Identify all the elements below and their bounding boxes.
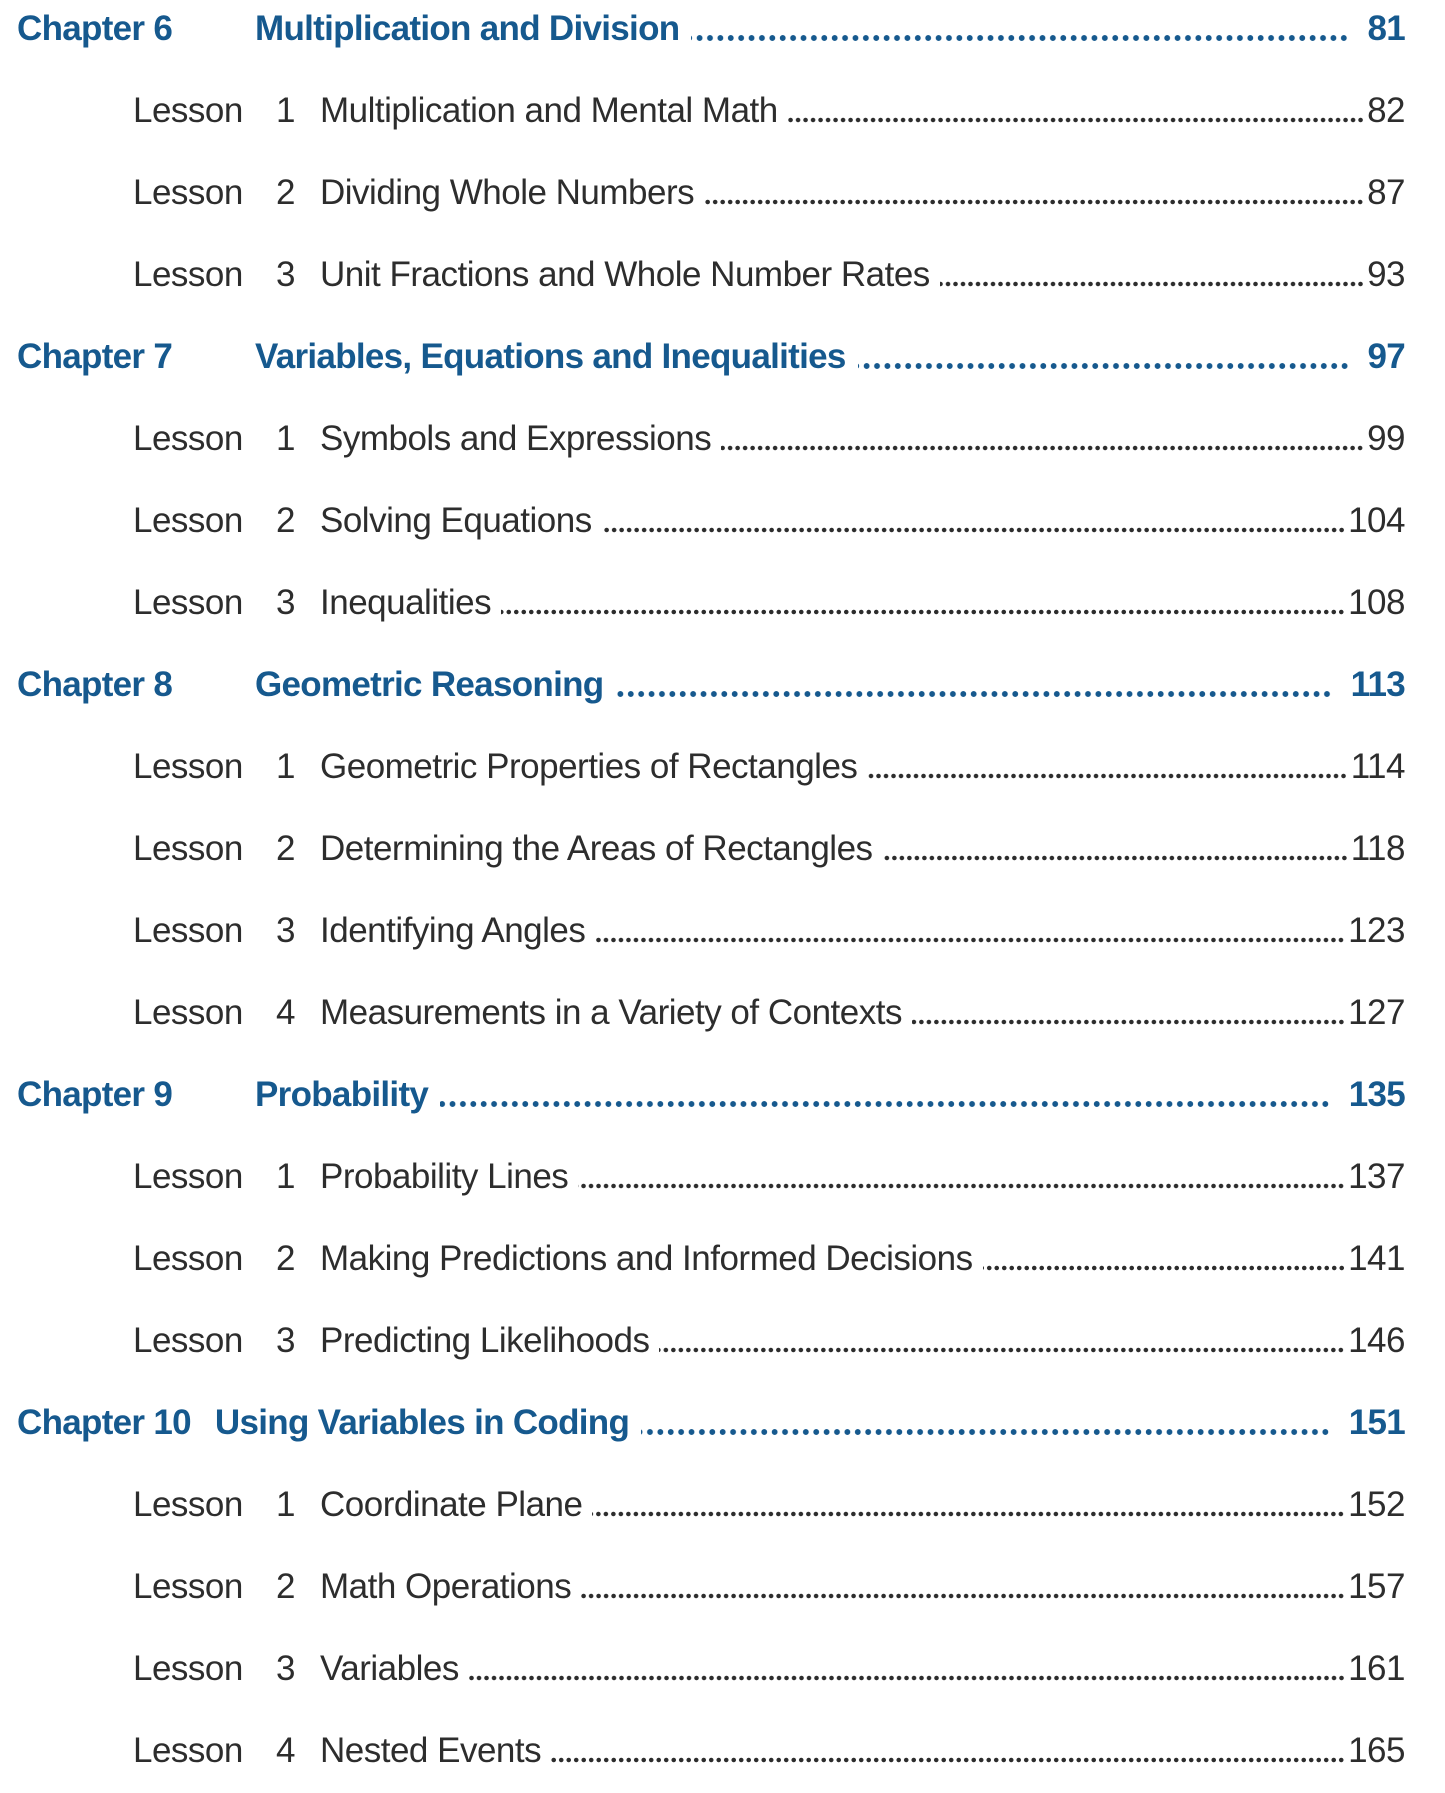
lesson-page-number: 157 [1348, 1567, 1405, 1606]
lesson-page-number: 104 [1348, 501, 1405, 540]
dot-leader [469, 1674, 1345, 1682]
lesson-number: 2 [276, 501, 295, 540]
chapter-label: Chapter 10 [17, 1403, 191, 1442]
lesson-label: Lesson [133, 747, 243, 786]
lesson-title: Predicting Likelihoods [320, 1321, 650, 1360]
lesson-row [0, 1628, 1445, 1710]
lesson-number: 1 [276, 91, 295, 130]
lesson-number: 3 [276, 255, 295, 294]
lesson-title: Inequalities [320, 583, 492, 622]
dot-leader [721, 444, 1364, 452]
dot-leader [602, 526, 1345, 534]
lesson-label: Lesson [133, 1157, 243, 1196]
lesson-row [0, 1710, 1445, 1792]
chapter-row [0, 644, 1445, 726]
lesson-number: 1 [276, 1157, 295, 1196]
lesson-title: Coordinate Plane [320, 1485, 583, 1524]
chapter-page-number: 113 [1350, 665, 1405, 704]
lesson-row [0, 1218, 1445, 1300]
dot-leader [578, 1182, 1345, 1190]
dot-leader [641, 1428, 1331, 1436]
chapter-title: Geometric Reasoning [255, 665, 604, 704]
dot-leader [440, 1100, 1331, 1108]
chapter-label: Chapter 9 [17, 1075, 173, 1114]
lesson-label: Lesson [133, 1567, 243, 1606]
dot-leader [983, 1264, 1345, 1272]
lesson-number: 3 [276, 911, 295, 950]
dot-leader [581, 1592, 1345, 1600]
lesson-page-number: 161 [1348, 1649, 1405, 1688]
lesson-label: Lesson [133, 911, 243, 950]
chapter-title: Variables, Equations and Inequalities [255, 337, 846, 376]
dot-leader [691, 34, 1349, 42]
lesson-row [0, 234, 1445, 316]
lesson-page-number: 114 [1350, 747, 1405, 786]
lesson-row [0, 480, 1445, 562]
lesson-label: Lesson [133, 501, 243, 540]
lesson-title: Dividing Whole Numbers [320, 173, 695, 212]
lesson-page-number: 165 [1348, 1731, 1405, 1770]
lesson-page-number: 118 [1350, 829, 1405, 868]
lesson-title: Making Predictions and Informed Decisions [320, 1239, 973, 1278]
lesson-number: 3 [276, 1649, 295, 1688]
lesson-row [0, 70, 1445, 152]
lesson-title: Multiplication and Mental Math [320, 91, 778, 130]
lesson-number: 4 [276, 993, 295, 1032]
chapter-page-number: 135 [1348, 1075, 1405, 1114]
chapter-title: Multiplication and Division [255, 9, 680, 48]
chapter-label: Chapter 6 [17, 9, 173, 48]
dot-leader [659, 1346, 1345, 1354]
dot-leader [883, 854, 1348, 862]
dot-leader [867, 772, 1347, 780]
lesson-row [0, 398, 1445, 480]
lesson-page-number: 99 [1367, 419, 1405, 458]
lesson-number: 1 [276, 1485, 295, 1524]
lesson-title: Unit Fractions and Whole Number Rates [320, 255, 930, 294]
lesson-row [0, 1546, 1445, 1628]
lesson-page-number: 137 [1348, 1157, 1405, 1196]
lesson-number: 3 [276, 583, 295, 622]
dot-leader [615, 690, 1332, 698]
lesson-page-number: 82 [1367, 91, 1405, 130]
lesson-label: Lesson [133, 1321, 243, 1360]
lesson-number: 4 [276, 1731, 295, 1770]
chapter-title: Probability [255, 1075, 429, 1114]
lesson-label: Lesson [133, 1239, 243, 1278]
lesson-page-number: 108 [1348, 583, 1405, 622]
lesson-label: Lesson [133, 91, 243, 130]
lesson-row [0, 972, 1445, 1054]
dot-leader [501, 608, 1345, 616]
dot-leader [595, 936, 1345, 944]
dot-leader [940, 280, 1364, 288]
lesson-number: 1 [276, 419, 295, 458]
lesson-label: Lesson [133, 583, 243, 622]
dot-leader [704, 198, 1364, 206]
lesson-label: Lesson [133, 829, 243, 868]
lesson-title: Variables [320, 1649, 459, 1688]
chapter-title: Using Variables in Coding [214, 1403, 630, 1442]
lesson-title: Identifying Angles [320, 911, 586, 950]
dot-leader [592, 1510, 1345, 1518]
lesson-title: Determining the Areas of Rectangles [320, 829, 873, 868]
lesson-number: 2 [276, 1239, 295, 1278]
lesson-row [0, 152, 1445, 234]
lesson-page-number: 87 [1367, 173, 1405, 212]
lesson-row [0, 1136, 1445, 1218]
chapter-label: Chapter 8 [17, 665, 173, 704]
lesson-title: Symbols and Expressions [320, 419, 712, 458]
lesson-page-number: 146 [1348, 1321, 1405, 1360]
lesson-row [0, 562, 1445, 644]
lesson-row [0, 1464, 1445, 1546]
lesson-label: Lesson [133, 1731, 243, 1770]
chapter-row [0, 1054, 1445, 1136]
dot-leader [858, 362, 1350, 370]
chapter-page-number: 151 [1348, 1403, 1405, 1442]
dot-leader [788, 116, 1364, 124]
lesson-title: Nested Events [320, 1731, 542, 1770]
lesson-title: Math Operations [320, 1567, 572, 1606]
lesson-page-number: 141 [1348, 1239, 1405, 1278]
lesson-page-number: 152 [1348, 1485, 1405, 1524]
lesson-label: Lesson [133, 1649, 243, 1688]
lesson-row [0, 808, 1445, 890]
chapter-row [0, 0, 1445, 70]
lesson-title: Measurements in a Variety of Contexts [320, 993, 902, 1032]
dot-leader [551, 1756, 1345, 1764]
lesson-page-number: 93 [1367, 255, 1405, 294]
lesson-number: 1 [276, 747, 295, 786]
lesson-number: 2 [276, 173, 295, 212]
lesson-row [0, 1300, 1445, 1382]
lesson-label: Lesson [133, 993, 243, 1032]
lesson-title: Solving Equations [320, 501, 592, 540]
lesson-label: Lesson [133, 255, 243, 294]
dot-leader [912, 1018, 1345, 1026]
chapter-label: Chapter 7 [17, 337, 173, 376]
lesson-label: Lesson [133, 173, 243, 212]
chapter-row [0, 316, 1445, 398]
chapter-page-number: 81 [1367, 9, 1405, 48]
lesson-page-number: 127 [1348, 993, 1405, 1032]
chapter-page-number: 97 [1367, 337, 1405, 376]
lesson-row [0, 890, 1445, 972]
lesson-row [0, 726, 1445, 808]
lesson-title: Probability Lines [320, 1157, 569, 1196]
lesson-number: 2 [276, 1567, 295, 1606]
lesson-number: 3 [276, 1321, 295, 1360]
lesson-label: Lesson [133, 419, 243, 458]
lesson-number: 2 [276, 829, 295, 868]
lesson-page-number: 123 [1348, 911, 1405, 950]
chapter-row [0, 1382, 1445, 1464]
lesson-title: Geometric Properties of Rectangles [320, 747, 858, 786]
lesson-label: Lesson [133, 1485, 243, 1524]
